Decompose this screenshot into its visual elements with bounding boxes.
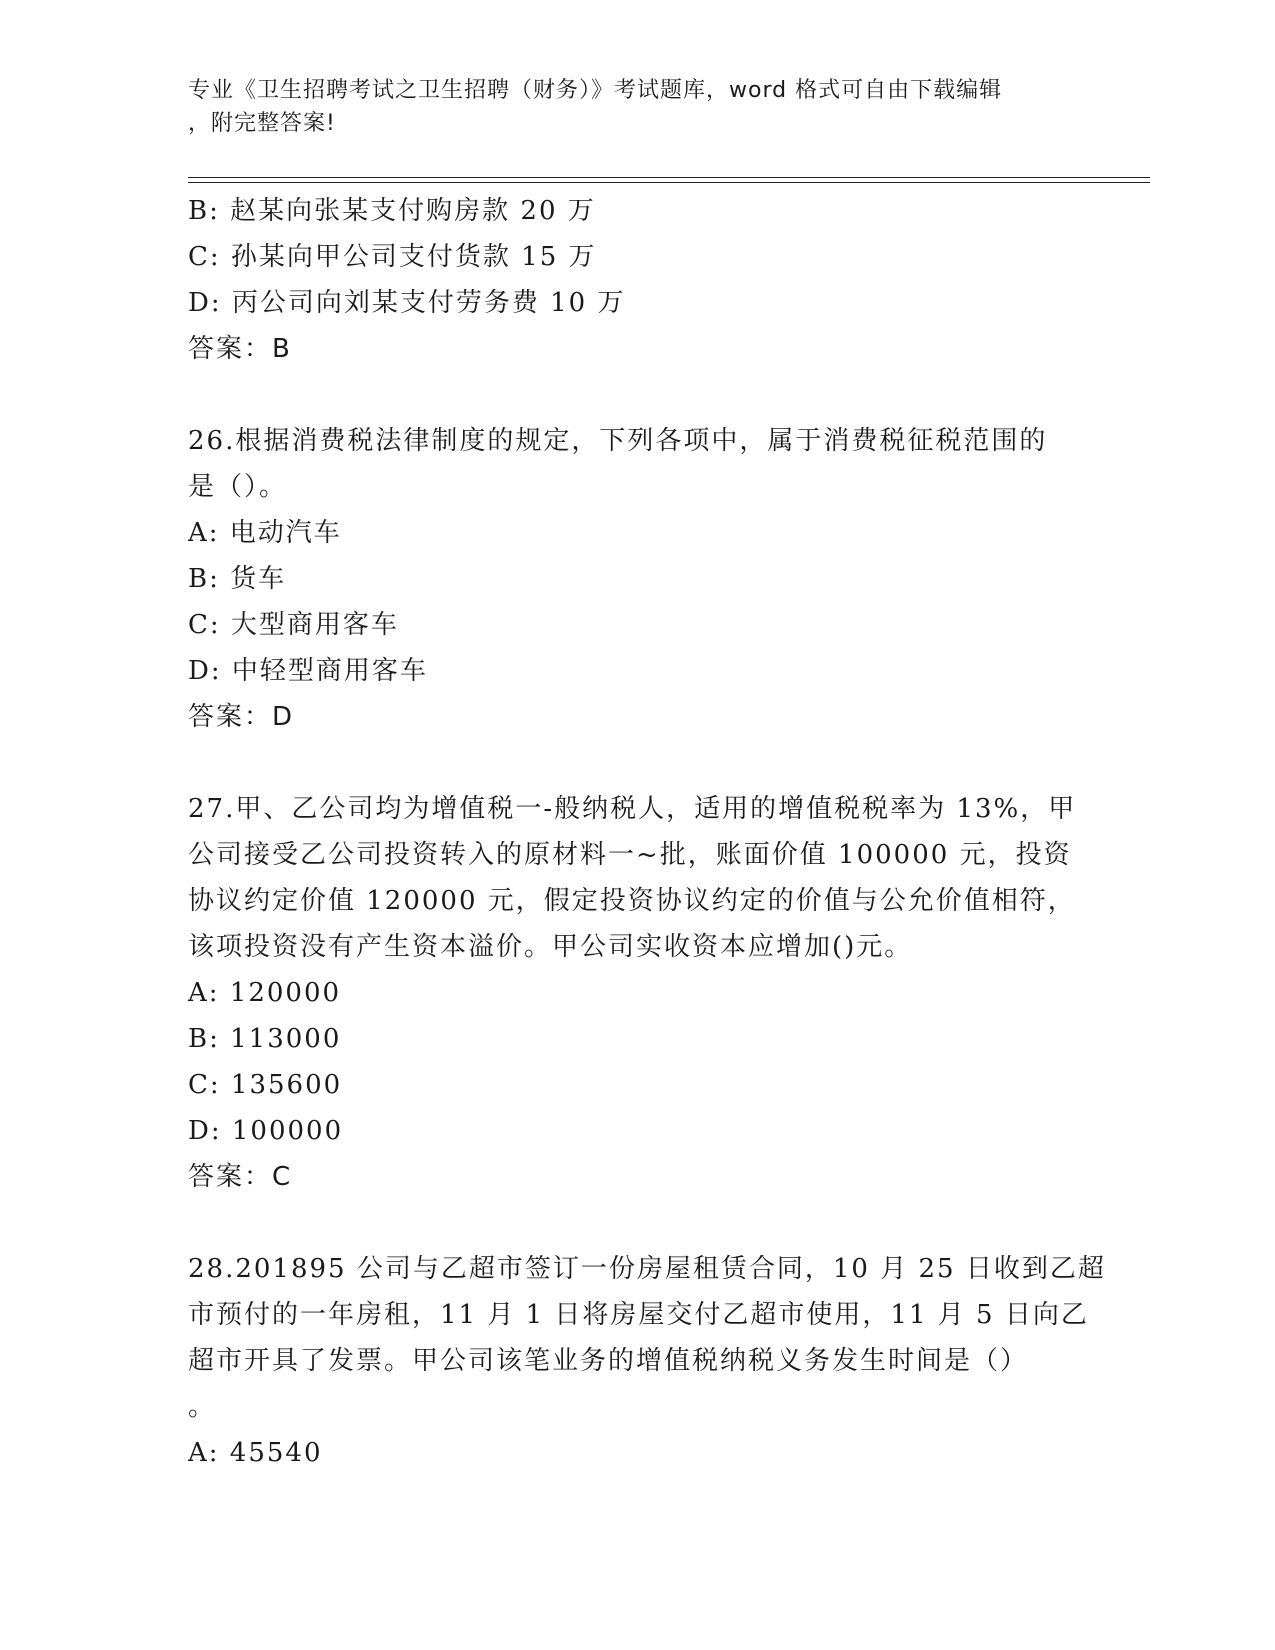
- q26-answer: 答案：D: [188, 702, 295, 732]
- spacer: [188, 372, 1088, 418]
- q26-option-c: C: 大型商用客车: [188, 610, 399, 640]
- question-28: [188, 1246, 1106, 1476]
- document-header: [188, 74, 1088, 140]
- q27-answer: 答案：C: [188, 1162, 293, 1192]
- q28-stem-line-4: 。: [188, 1392, 217, 1422]
- question-content: [188, 188, 1106, 1476]
- q27-option-a: A: 120000: [188, 978, 342, 1008]
- q26-stem-line-1: 26.根据消费税法律制度的规定，下列各项中，属于消费税征税范围的: [188, 426, 1048, 456]
- q25-option-d: D: 丙公司向刘某支付劳务费 10 万: [188, 288, 626, 318]
- q26-option-b: B: 货车: [188, 564, 287, 594]
- question-26: [188, 418, 1088, 740]
- header-line-1: 专业《卫生招聘考试之卫生招聘（财务）》考试题库，word 格式可自由下载编辑: [188, 78, 1003, 103]
- header-rule-top: [188, 177, 1150, 178]
- q28-stem-line-2: 市预付的一年房租，11 月 1 日将房屋交付乙超市使用，11 月 5 日向乙: [188, 1300, 1089, 1330]
- q28-stem-line-1: 28.201895 公司与乙超市签订一份房屋租赁合同，10 月 25 日收到乙超: [188, 1254, 1106, 1284]
- q28-option-a: A: 45540: [188, 1438, 323, 1468]
- header-line-2: ，附完整答案!: [188, 111, 336, 136]
- header-rule-bottom: [188, 182, 1150, 183]
- q26-stem-line-2: 是（）。: [188, 472, 288, 502]
- q26-option-a: A: 电动汽车: [188, 518, 342, 548]
- q27-option-b: B: 113000: [188, 1024, 342, 1054]
- q26-option-d: D: 中轻型商用客车: [188, 656, 428, 686]
- q27-stem-line-4: 该项投资没有产生资本溢价。甲公司实收资本应增加()元。: [188, 932, 913, 962]
- q28-stem-line-3: 超市开具了发票。甲公司该笔业务的增值税纳税义务发生时间是（）: [188, 1346, 1029, 1376]
- q27-stem-line-1: 27.甲、乙公司均为增值税一-般纳税人，适用的增值税税率为 13%，甲: [188, 794, 1077, 824]
- q25-answer: 答案：B: [188, 334, 292, 364]
- spacer: [188, 1200, 1088, 1246]
- question-25-tail: [188, 188, 1088, 372]
- q27-stem-line-2: 公司接受乙公司投资转入的原材料一~批，账面价值 100000 元，投资: [188, 840, 1072, 870]
- q27-option-d: D: 100000: [188, 1116, 344, 1146]
- question-27: [188, 786, 1088, 1200]
- q27-option-c: C: 135600: [188, 1070, 343, 1100]
- q27-stem-line-3: 协议约定价值 120000 元，假定投资协议约定的价值与公允价值相符，: [188, 886, 1076, 916]
- q25-option-b: B: 赵某向张某支付购房款 20 万: [188, 196, 596, 226]
- spacer: [188, 740, 1088, 786]
- q25-option-c: C: 孙某向甲公司支付货款 15 万: [188, 242, 597, 272]
